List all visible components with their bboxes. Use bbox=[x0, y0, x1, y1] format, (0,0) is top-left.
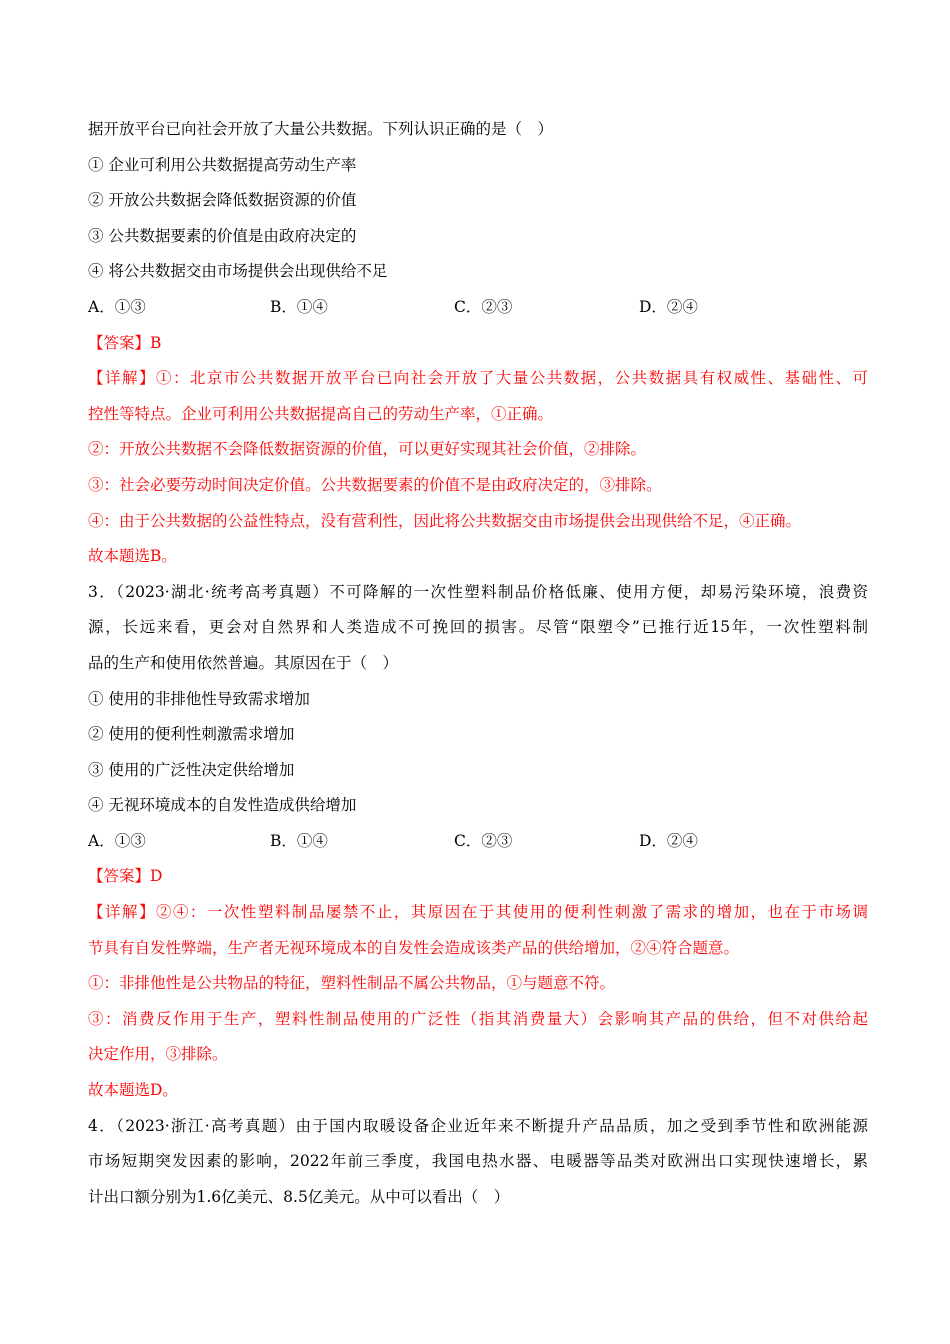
q2-option-d: D．②④ bbox=[639, 297, 698, 316]
q3-item-1: ① 使用的非排他性导致需求增加 bbox=[88, 689, 310, 708]
q3-option-b: B．①④ bbox=[270, 831, 328, 850]
q2-item-3: ③ 公共数据要素的价值是由政府决定的 bbox=[88, 226, 357, 245]
q2-item-4: ④ 将公共数据交由市场提供会出现供给不足 bbox=[88, 262, 388, 281]
q4-stem-line: 4．（2023·浙江·高考真题）由于国内取暖设备企业近年来不断提升产品品质，加之受到季节性和欧洲能源 bbox=[88, 1116, 868, 1135]
q2-conclusion: 故本题选B。 bbox=[88, 547, 177, 566]
q3-answer: 【答案】D bbox=[88, 867, 163, 886]
q2-explanation-line: ③：社会必要劳动时间决定价值。公共数据要素的价值不是由政府决定的，③排除。 bbox=[88, 475, 662, 494]
q2-options bbox=[88, 290, 868, 326]
q2-explanation-line: 【详解】①：北京市公共数据开放平台已向社会开放了大量公共数据，公共数据具有权威性、基础性、可 bbox=[88, 369, 868, 388]
q3-explanation-line: 【详解】②④：一次性塑料制品屡禁不止，其原因在于其使用的便利性刺激了需求的增加，也在于市场调 bbox=[88, 903, 868, 922]
q2-item-2: ② 开放公共数据会降低数据资源的价值 bbox=[88, 191, 357, 210]
q3-options bbox=[88, 824, 868, 860]
q2-item-1: ① 企业可利用公共数据提高劳动生产率 bbox=[88, 155, 357, 174]
q3-stem-line: 源，长远来看，更会对自然界和人类造成不可挽回的损害。尽管“限塑令”已推行近15年，一次性塑料制 bbox=[88, 618, 868, 637]
q3-option-c: C．②③ bbox=[454, 831, 513, 850]
q2-option-b: B．①④ bbox=[270, 297, 328, 316]
q2-answer: 【答案】B bbox=[88, 333, 162, 352]
q3-explanation-line: ①：非排他性是公共物品的特征，塑料性制品不属公共物品，①与题意不符。 bbox=[88, 974, 616, 993]
q3-option-d: D．②④ bbox=[639, 831, 698, 850]
q4-stem-line: 市场短期突发因素的影响，2022年前三季度，我国电热水器、电暖器等品类对欧洲出口实现快速增长，累 bbox=[88, 1152, 868, 1171]
q3-item-2: ② 使用的便利性刺激需求增加 bbox=[88, 725, 295, 744]
q3-explanation-line: 决定作用，③排除。 bbox=[88, 1045, 228, 1064]
q2-explanation-line: ④：由于公共数据的公益性特点，没有营利性，因此将公共数据交由市场提供会出现供给不足，④正确。 bbox=[88, 511, 802, 530]
q3-option-a: A．①③ bbox=[88, 831, 146, 850]
q4-stem-line: 计出口额分别为1.6亿美元、8.5亿美元。从中可以看出（ ） bbox=[88, 1187, 510, 1206]
q3-stem-line: 品的生产和使用依然普遍。其原因在于（ ） bbox=[88, 653, 399, 672]
page-content bbox=[88, 112, 868, 1215]
q3-item-3: ③ 使用的广泛性决定供给增加 bbox=[88, 760, 295, 779]
q2-stem-tail: 据开放平台已向社会开放了大量公共数据。下列认识正确的是（ ） bbox=[88, 120, 554, 138]
q2-option-c: C．②③ bbox=[454, 297, 513, 316]
q2-explanation-line: ②：开放公共数据不会降低数据资源的价值，可以更好实现其社会价值，②排除。 bbox=[88, 440, 647, 459]
q3-explanation-line: ③：消费反作用于生产，塑料性制品使用的广泛性（指其消费量大）会影响其产品的供给，但不对供给起 bbox=[88, 1009, 868, 1028]
q3-explanation-line: 节具有自发性弊端，生产者无视环境成本的自发性会造成该类产品的供给增加，②④符合题意。 bbox=[88, 938, 740, 957]
q3-conclusion: 故本题选D。 bbox=[88, 1081, 178, 1100]
q2-explanation-line: 控性等特点。企业可利用公共数据提高自己的劳动生产率，①正确。 bbox=[88, 404, 554, 423]
q2-option-a: A．①③ bbox=[88, 297, 146, 316]
q3-stem-line: 3．（2023·湖北·统考高考真题）不可降解的一次性塑料制品价格低廉、使用方便，却易污染环境，浪费资 bbox=[88, 582, 868, 601]
q3-item-4: ④ 无视环境成本的自发性造成供给增加 bbox=[88, 796, 357, 815]
